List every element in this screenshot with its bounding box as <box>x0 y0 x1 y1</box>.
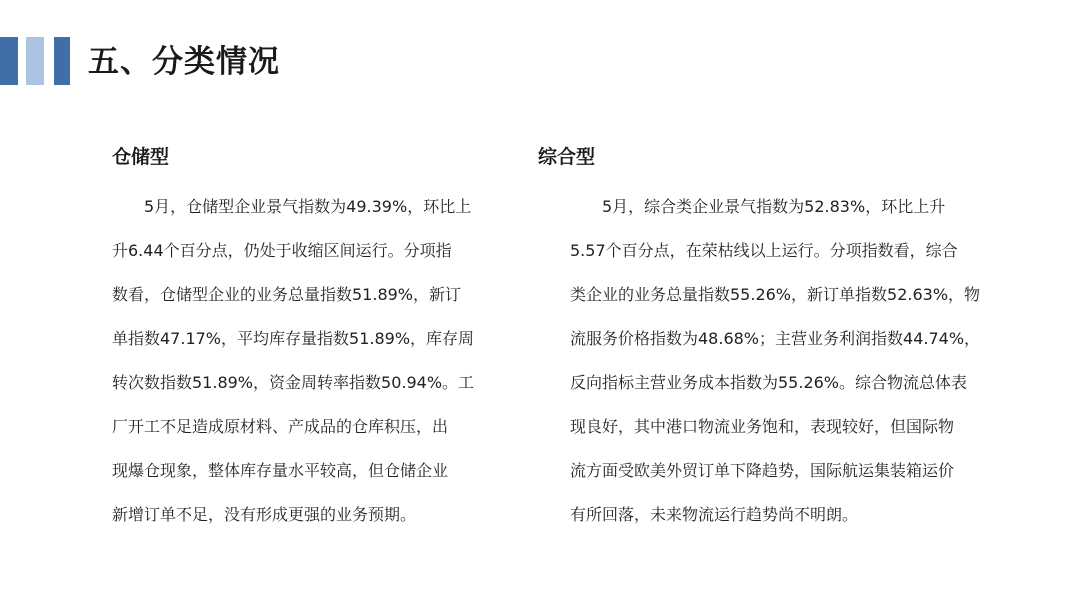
body-line: 5月，综合类企业景气指数为52.83%，环比上升 <box>570 197 946 216</box>
section-body-warehouse <box>112 185 510 537</box>
body-line: 有所回落，未来物流运行趋势尚不明朗。 <box>570 505 859 524</box>
section-heading-integrated: 综合型 <box>538 146 596 168</box>
body-line: 升6.44个百分点，仍处于收缩区间运行。分项指 <box>112 241 452 260</box>
body-line: 数看，仓储型企业的业务总量指数51.89%，新订 <box>112 285 462 304</box>
page-title: 五、分类情况 <box>88 44 280 80</box>
body-line: 现爆仓现象，整体库存量水平较高，但仓储企业 <box>112 461 449 480</box>
title-accent-bars <box>0 37 80 85</box>
section-heading-warehouse: 仓储型 <box>112 146 170 168</box>
body-line: 类企业的业务总量指数55.26%，新订单指数52.63%，物 <box>570 285 981 304</box>
body-line: 转次数指数51.89%，资金周转率指数50.94%。工 <box>112 373 475 392</box>
section-body-integrated <box>570 185 1010 537</box>
body-line: 单指数47.17%，平均库存量指数51.89%，库存周 <box>112 329 475 348</box>
accent-bar-1 <box>0 37 18 85</box>
body-line: 5.57个百分点，在荣枯线以上运行。分项指数看，综合 <box>570 241 958 260</box>
body-line: 流服务价格指数为48.68%；主营业务利润指数44.74%， <box>570 329 981 348</box>
accent-bar-3 <box>54 37 70 85</box>
section-warehouse <box>112 142 510 537</box>
body-line: 5月，仓储型企业景气指数为49.39%，环比上 <box>112 197 472 216</box>
body-line: 厂开工不足造成原材料、产成品的仓库积压，出 <box>112 417 449 436</box>
body-line: 新增订单不足，没有形成更强的业务预期。 <box>112 505 417 524</box>
body-line: 反向指标主营业务成本指数为55.26%。综合物流总体表 <box>570 373 968 392</box>
accent-bar-2 <box>26 37 44 85</box>
section-integrated <box>538 142 1008 537</box>
body-line: 现良好，其中港口物流业务饱和，表现较好，但国际物 <box>570 417 955 436</box>
body-line: 流方面受欧美外贸订单下降趋势，国际航运集装箱运价 <box>570 461 955 480</box>
